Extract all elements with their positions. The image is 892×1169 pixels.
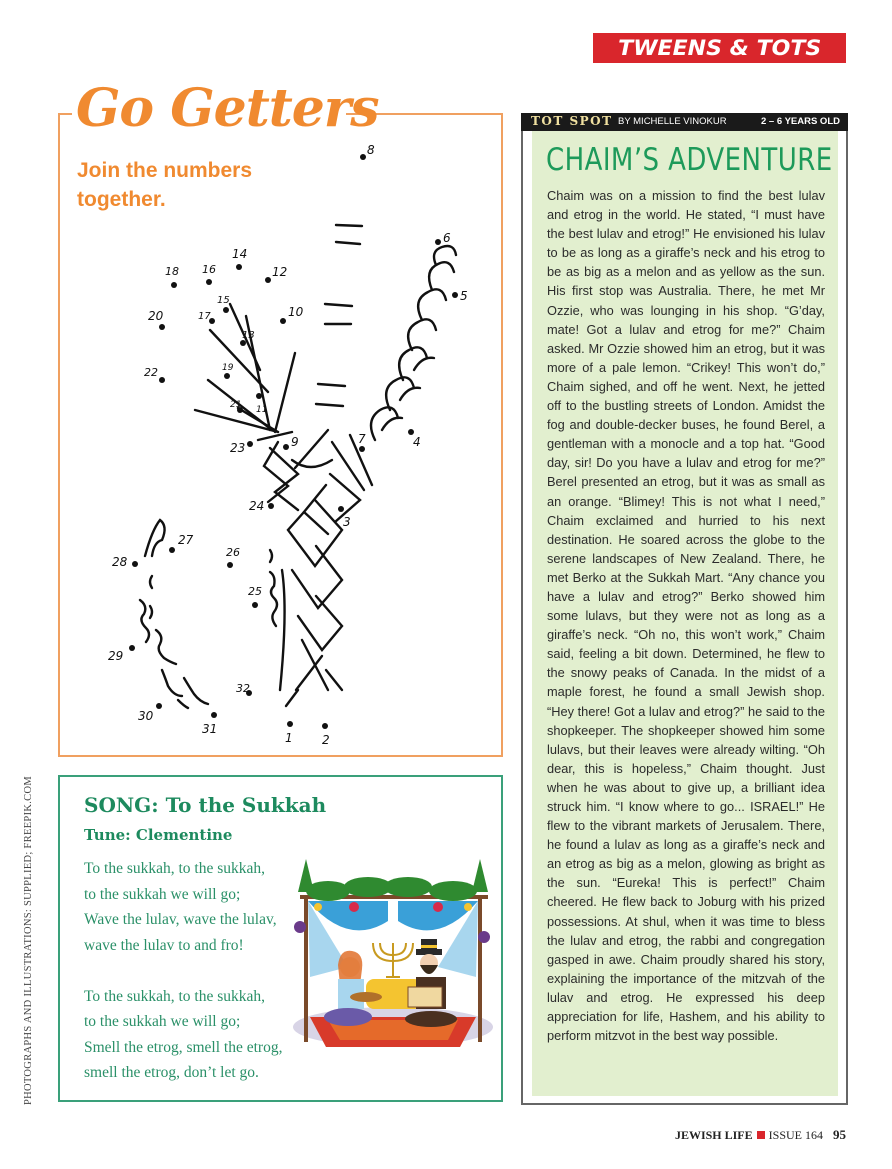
page-number: 95	[833, 1127, 846, 1142]
dot-19	[224, 373, 230, 379]
dot-label: 1	[285, 731, 293, 745]
dot-11	[256, 393, 262, 399]
dot-label: 31	[202, 722, 218, 736]
dot-label: 17	[198, 311, 211, 322]
dot-25	[252, 602, 258, 608]
dot-7	[359, 446, 365, 452]
dot-16	[206, 279, 212, 285]
dot-label: 26	[226, 546, 240, 559]
dot-26	[227, 562, 233, 568]
dot-label: 8	[367, 143, 375, 157]
lyric-line: to the sukkah we will go;	[84, 1013, 241, 1030]
menorah	[373, 943, 413, 977]
red-square-icon	[757, 1131, 765, 1139]
dot-to-dot-puzzle	[60, 130, 500, 750]
dot-28	[132, 561, 138, 567]
dot-label: 3	[343, 515, 351, 529]
dot-label: 25	[248, 585, 262, 598]
lyric-line: wave the lulav to and fro!	[84, 936, 244, 954]
dot-label: 24	[249, 499, 265, 513]
schach-leaves	[298, 859, 488, 901]
dot-label: 11	[256, 405, 268, 415]
photo-credit: PHOTOGRAPHS AND ILLUSTRATIONS: SUPPLIED; FREEPIK.COM	[23, 776, 34, 1105]
dot-20	[159, 324, 165, 330]
dot-label: 30	[138, 709, 154, 723]
go-getters-title: Go Getters	[76, 78, 379, 139]
song-title: SONG: To the Sukkah	[84, 793, 327, 817]
go-getters-instruction: Join the numbers together.	[77, 159, 253, 211]
lyric-line: To the sukkah, to the sukkah,	[84, 860, 266, 877]
dot-label: 6	[443, 231, 451, 245]
age-range: 2 – 6 YEARS OLD	[760, 116, 840, 127]
verse-gap	[84, 958, 282, 984]
lyric-line: Wave the lulav, wave the lulav,	[84, 911, 277, 928]
dot-label: 19	[222, 363, 234, 373]
dot-label: 18	[165, 265, 179, 278]
dot-6	[435, 239, 441, 245]
dot-label: 28	[112, 555, 128, 569]
dot-2	[322, 723, 328, 729]
dot-label: 14	[232, 247, 248, 261]
song-lyrics	[84, 856, 282, 1086]
tot-spot-label: TOT SPOT	[531, 114, 613, 128]
dot-18	[171, 282, 177, 288]
page-footer	[675, 1127, 846, 1143]
dot-23	[247, 441, 253, 447]
dot-8	[360, 154, 366, 160]
lyric-line: smell the etrog, don’t let go.	[84, 1064, 259, 1081]
dot-22	[159, 377, 165, 383]
story-title: CHAIM’S ADVENTURE	[546, 142, 833, 178]
dot-10	[280, 318, 286, 324]
dot-29	[129, 645, 135, 651]
song-tune: Tune: Clementine	[84, 826, 233, 844]
dot-label: 5	[460, 289, 468, 303]
dot-label: 23	[230, 441, 246, 455]
dot-label: 27	[178, 533, 194, 547]
dot-label: 10	[288, 305, 304, 319]
dot-label: 22	[144, 366, 158, 379]
dot-24	[268, 503, 274, 509]
dot-3	[338, 506, 344, 512]
author-byline: BY MICHELLE VINOKUR	[618, 116, 727, 127]
dot-9	[283, 444, 289, 450]
section-logo-text: TWEENS & TOTS	[617, 36, 822, 60]
dot-label: 9	[291, 435, 299, 449]
dot-12	[265, 277, 271, 283]
dot-15	[223, 307, 229, 313]
dot-label: 32	[236, 682, 250, 695]
dot-label: 15	[217, 295, 230, 306]
dot-label: 20	[148, 309, 164, 323]
dot-label: 29	[108, 649, 124, 663]
dot-1	[287, 721, 293, 727]
sukkah-illustration	[288, 857, 498, 1057]
dot-label: 4	[413, 435, 421, 449]
dot-label: 21	[230, 400, 242, 410]
lyric-line: To the sukkah, to the sukkah,	[84, 987, 266, 1005]
go-getters-border-left	[58, 113, 72, 115]
dot-27	[169, 547, 175, 553]
section-logo	[593, 33, 846, 63]
dot-label: 13	[242, 330, 255, 341]
issue-number: ISSUE 164	[768, 1127, 823, 1142]
dot-label: 16	[202, 263, 216, 276]
lyric-line: to the sukkah we will go;	[84, 885, 241, 903]
dot-14	[236, 264, 242, 270]
dot-31	[211, 712, 217, 718]
tot-spot-header-bar	[521, 113, 848, 131]
dot-30	[156, 703, 162, 709]
publication-name: JEWISH LIFE	[674, 1127, 753, 1142]
story-body: Chaim was on a mission to find the best lulav and etrog in the world. He stated, “I must have the best lulav and etrog!” He envisioned his lulav to be as long as a giraffe’s neck and his etrog to be as big as a melon and as yellow as the sun. His first stop was Australia. There, he met Mr Ozzie, who was lounging in his shop. “G’day, mate! Got a lulav and etrog for me?” Chaim asked. Mr Ozzie showed him an etrog, but it was more of a pale lemon. “Crikey! This won’t do,” Chaim sighed, and off he went. Next, he jetted off to the bustling streets of London. Amidst the fog and double-decker buses, he found Berel, a gentleman with a monocle and a top hat. “Good day, sir! Do you have a lulav and etrog for me?” Berel presented an etrog, but it was as small as an orange. “Blimey! This is not what I need,” Chaim exclaimed and hurried to his next destination. He soared across the globe to the serene landscapes of New Zealand. There, he met Berko at the Sukkah Mart. “Any chance you have a lulav and etrog?” Berko showed him some lulavs, but they were not as long as a giraffe’s neck. “Oh no, this won’t work,” Chaim said, feeling a bit down. Determined, he flew to the snowy peaks of Canada. In the midst of a maple forest, he found a small Jewish shop. “Hey there! Got a lulav and etrog?” he said to the shopkeeper. The shopkeeper showed him some lulavs, but their leaves were already wilting. “Oh dear, this is hopeless,” Chaim thought. Just when he was about to give up, a brilliant idea struck him. “I know where to go... ISRAEL!” He flew to the vibrant markets of Jerusalem. There, he found a lulav as long as a giraffe’s neck and an etrog as big as a melon, glowing as bright as the sun. “Eureka! This is perfect!” Chaim cheered. He flew back to Joburg with his prized possessions. At shul, when it was time to bless the lulav and etrog, the rabbi and congregation gasped in awe. Chaim proudly shared his story, explaining the importance of the mitzvah of the lulav and etrog. He expressed his deep appreciation for life, Hashem, and his ability to perform mitzvot in the best way possible.	[547, 188, 825, 1044]
lulav-drawing	[140, 225, 456, 708]
dot-label: 7	[358, 432, 366, 446]
dot-label: 2	[322, 733, 330, 747]
dot-label: 12	[272, 265, 288, 279]
lyric-line: Smell the etrog, smell the etrog,	[84, 1038, 283, 1056]
dot-5	[452, 292, 458, 298]
